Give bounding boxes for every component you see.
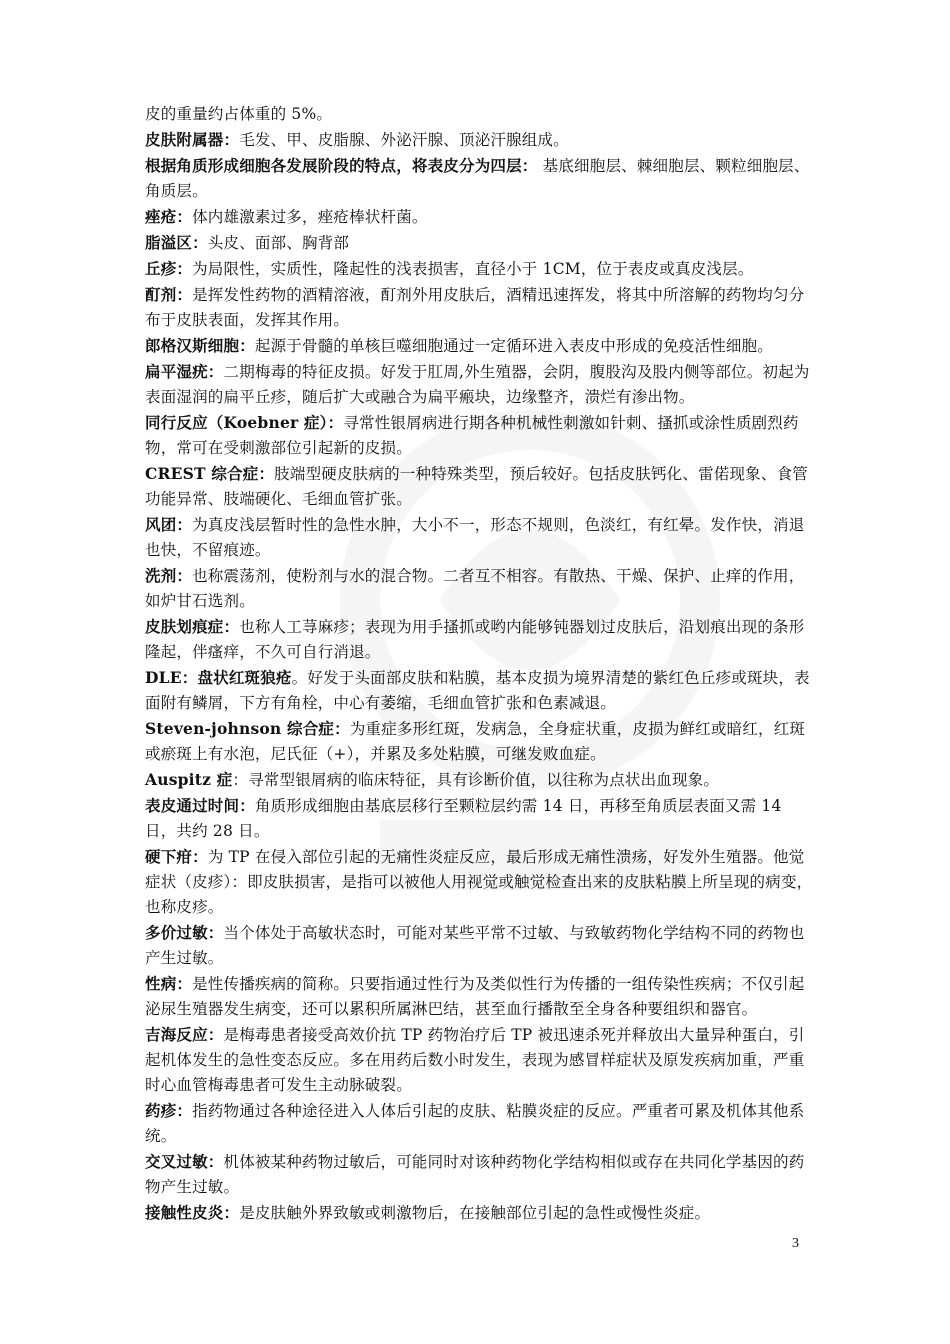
entry-term: 痤疮： <box>145 207 193 226</box>
entry-term: 皮肤划痕症： <box>145 617 240 636</box>
entry-definition: 为重症多形红斑，发病急，全身症状重，皮损为鲜红或暗红，红斑或瘀斑上有水泡，尼氏征（+），并累及多处粘膜，可继发败血症。 <box>145 720 806 763</box>
glossary-entry <box>145 410 813 461</box>
entry-term: DLE：盘状红斑狼疮 <box>145 668 292 687</box>
entry-definition: 当个体处于高敏状态时，可能对某些平常不过敏、与致敏药物化学结构不同的药物也产生过敏。 <box>145 924 805 967</box>
entry-term: Steven-johnson 综合症： <box>145 719 350 738</box>
entry-term: 酊剂： <box>145 285 193 304</box>
entry-term: 同行反应（Koebner 症）： <box>145 413 344 432</box>
entry-term: 药疹： <box>145 1101 193 1120</box>
entry-term: 接触性皮炎： <box>145 1203 240 1222</box>
glossary-entry <box>145 971 813 1022</box>
entry-definition: 头皮、面部、胸背部 <box>207 234 350 252</box>
entry-term: 皮肤附属器： <box>145 130 240 149</box>
entry-term: 洗剂： <box>145 566 193 585</box>
entry-term: 吉海反应： <box>145 1025 224 1044</box>
entry-term: 丘疹： <box>145 259 193 278</box>
glossary-entry <box>145 563 813 614</box>
glossary-entry <box>145 665 813 716</box>
entry-definition: 是梅毒患者接受高效价抗 TP 药物治疗后 TP 被迅速杀死并释放出大量异种蛋白，引起机体发生的急性变态反应。多在用药后数小时发生，表现为感冒样症状及原发疾病加重，严重时心血管梅毒患者可发生主动脉破裂。 <box>145 1026 805 1094</box>
page-number: 3 <box>792 1236 799 1251</box>
glossary-entry <box>145 614 813 665</box>
entry-definition: 为局限性，实质性，隆起性的浅表损害，直径小于 1CM，位于表皮或真皮浅层。 <box>192 260 754 278</box>
entry-definition: 机体被某种药物过敏后，可能同时对该种药物化学结构相似或存在共同化学基因的药物产生过敏。 <box>145 1153 805 1196</box>
entry-term: 表皮通过时间： <box>145 796 255 815</box>
glossary-entry <box>145 767 813 793</box>
glossary-entry <box>145 1098 813 1149</box>
entry-definition: 肢端型硬皮肤病的一种特殊类型，预后较好。包括皮肤钙化、雷偌现象、食管功能异常、肢端硬化、毛细血管扩张。 <box>145 465 808 508</box>
glossary-entry <box>145 844 813 920</box>
entry-term: 风团： <box>145 515 193 534</box>
entry-term: Auspitz 症 <box>145 770 233 789</box>
glossary-entry <box>145 282 813 333</box>
entry-definition: 也称人工荨麻疹；表现为用手搔抓或哟内能够钝器划过皮肤后，沿划痕出现的条形隆起，伴瘙痒，不久可自行消退。 <box>145 618 805 661</box>
entry-term: 脂溢区： <box>145 233 208 252</box>
glossary-entry <box>145 1200 813 1226</box>
entry-term: 交叉过敏： <box>145 1152 224 1171</box>
glossary-entry <box>145 101 813 127</box>
glossary-entry <box>145 1022 813 1098</box>
entry-definition: 为 TP 在侵入部位引起的无痛性炎症反应，最后形成无痛性溃疡，好发外生殖器。他觉症状（皮疹）：即皮肤损害，是指可以被他人用视觉或触觉检查出来的皮肤粘膜上所呈现的病变，也称皮疹。 <box>145 848 813 916</box>
entry-term: 硬下疳： <box>145 847 208 866</box>
entry-term: 根据角质形成细胞各发展阶段的特点，将表皮分为四层： <box>145 156 538 175</box>
glossary-entry <box>145 127 813 153</box>
entry-term: 郎格汉斯细胞： <box>145 336 255 355</box>
entry-term: CREST 综合症： <box>145 464 275 483</box>
entry-term: 扁平湿疣： <box>145 362 224 381</box>
entry-definition: 起源于骨髓的单核巨噬细胞通过一定循环进入表皮中形成的免疫活性细胞。 <box>254 337 774 355</box>
glossary-entry <box>145 204 813 230</box>
glossary-entry <box>145 1149 813 1200</box>
glossary-entry <box>145 359 813 410</box>
glossary-entry <box>145 793 813 844</box>
entry-definition: 寻常性银屑病进行期各种机械性刺激如针刺、搔抓或涂性质剧烈药物，常可在受刺激部位引起新的皮损。 <box>145 414 799 457</box>
entry-definition: 毛发、甲、皮脂腺、外泌汗腺、顶泌汗腺组成。 <box>239 131 569 149</box>
entry-definition: 角质形成细胞由基底层移行至颗粒层约需 14 日，再移至角质层表面又需 14 日，共约 28 日。 <box>145 797 782 840</box>
glossary-entry <box>145 333 813 359</box>
entry-definition: 也称震荡剂，使粉剂与水的混合物。二者互不相容。有散热、干燥、保护、止痒的作用，如炉甘石选剂。 <box>145 567 805 610</box>
entry-definition: ：寻常型银屑病的临床特征，具有诊断价值，以往称为点状出血现象。 <box>232 771 720 789</box>
entry-definition: 是性传播疾病的简称。只要指通过性行为及类似性行为传播的一组传染性疾病；不仅引起泌尿生殖器发生病变，还可以累积所属淋巴结，甚至血行播散至全身各种要组织和器官。 <box>145 975 805 1018</box>
entry-definition: 为真皮浅层暂时性的急性水肿，大小不一，形态不规则，色淡红，有红晕。发作快，消退也快，不留痕迹。 <box>145 516 805 559</box>
entry-definition: 基底细胞层、棘细胞层、颗粒细胞层、角质层。 <box>145 157 810 200</box>
glossary-entry <box>145 461 813 512</box>
entry-definition: 二期梅毒的特征皮损。好发于肛周,外生殖器，会阴，腹股沟及股内侧等部位。初起为表面湿润的扁平丘疹，随后扩大或融合为扁平瘢块，边缘整齐，溃烂有渗出物。 <box>145 363 810 406</box>
glossary-entry <box>145 256 813 282</box>
glossary-entry <box>145 230 813 256</box>
entry-definition: 皮的重量约占体重的 5%。 <box>145 105 333 123</box>
entry-definition: 指药物通过各种途径进入人体后引起的皮肤、粘膜炎症的反应。严重者可累及机体其他系统。 <box>145 1102 805 1145</box>
glossary-entry <box>145 512 813 563</box>
glossary-entry <box>145 716 813 767</box>
entry-term: 多价过敏： <box>145 923 224 942</box>
glossary-body <box>145 101 813 1226</box>
glossary-entry <box>145 153 813 204</box>
entry-definition: 体内雄激素过多，痤疮棒状杆菌。 <box>192 208 428 226</box>
glossary-entry <box>145 920 813 971</box>
entry-term: 性病： <box>145 974 193 993</box>
entry-definition: 是挥发性药物的酒精溶液，酊剂外用皮肤后，酒精迅速挥发，将其中所溶解的药物均匀分布于皮肤表面，发挥其作用。 <box>145 286 805 329</box>
entry-definition: 是皮肤触外界致敏或刺激物后，在接触部位引起的急性或慢性炎症。 <box>239 1204 711 1222</box>
entry-definition: 。好发于头面部皮肤和粘膜，基本皮损为境界清楚的紫红色丘疹或斑块，表面附有鳞屑，下方有角栓，中心有萎缩，毛细血管扩张和色素减退。 <box>145 669 810 712</box>
